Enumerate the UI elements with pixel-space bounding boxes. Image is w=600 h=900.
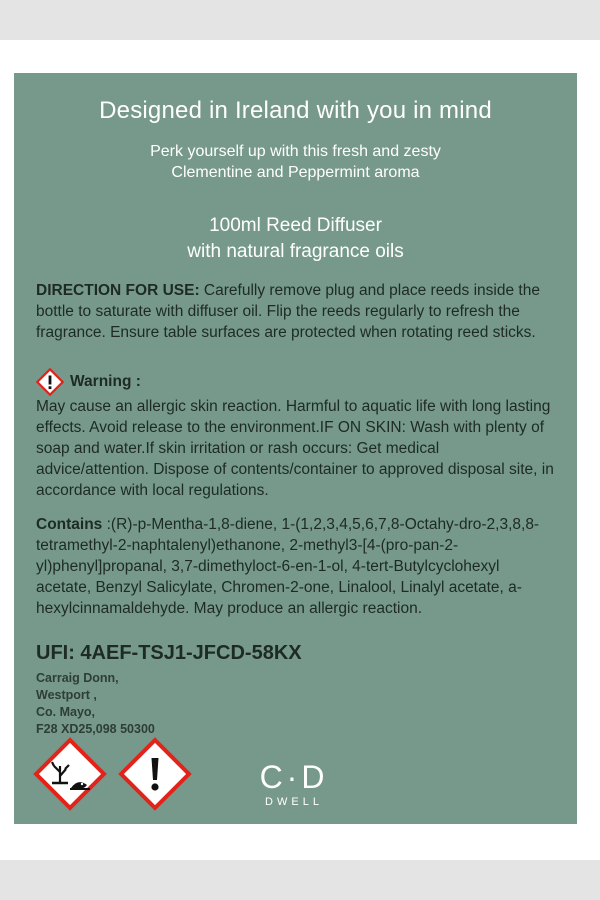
- warning-heading-row: [36, 369, 141, 395]
- tagline: Designed in Ireland with you in mind: [99, 97, 492, 124]
- exclamation-diamond-icon: [36, 368, 64, 396]
- contains-heading: Contains: [36, 516, 103, 533]
- address-line-2: Westport ,: [36, 688, 97, 702]
- environment-hazard-icon: [32, 736, 108, 812]
- product-line-2: with natural fragrance oils: [187, 241, 404, 262]
- aroma-line-2: Clementine and Peppermint aroma: [171, 164, 420, 181]
- ufi-code: UFI: 4AEF-TSJ1-JFCD-58KX: [36, 642, 302, 664]
- product-label: [14, 73, 577, 824]
- warning-text: May cause an allergic skin reaction. Harmful to aquatic life with long lasting effects. Avoid release to the environment.IF ON SKIN: Wash with plenty of soap and water.If skin irritation or rash occurs: Get medical advice/attention. Dispose of contents/container to approved disposal site, in accordance with local regulations.: [36, 398, 554, 499]
- product-line-1: 100ml Reed Diffuser: [209, 215, 382, 236]
- directions-heading: DIRECTION FOR USE:: [36, 282, 200, 299]
- address-line-1: Carraig Donn,: [36, 671, 119, 685]
- contains-text: :(R)-p-Mentha-1,8-diene, 1-(1,2,3,4,5,6,7,8-Octahy-dro-2,3,8,8-tetramethyl-2-naphtalenyl)ethanone, 2-methyl3-[4-(pro-pan-2-yl)phenyl]propanal, 3,7-dimethyloct-6-en-1-ol, 4-tert-Butylcyclohexyl acetate, Benzyl Salicylate, Chromen-2-one, Linalool, Linalyl acetate, a-hexylcinnamaldehyde. May produce an allergic reaction.: [36, 516, 540, 617]
- contains-paragraph: [36, 514, 556, 619]
- dwell-logo: [249, 760, 339, 808]
- directions-text: Carefully remove plug and place reeds inside the bottle to saturate with diffuser oil. Flip the reeds regularly to refresh the fragrance. Ensure table surfaces are protected when rotating reed sticks.: [36, 282, 540, 341]
- logo-mark: C·D: [259, 759, 329, 795]
- exclamation-hazard-icon: [117, 736, 193, 812]
- aroma-line-1: Perk yourself up with this fresh and zesty: [150, 143, 441, 160]
- address-line-4: F28 XD25,098 50300: [36, 722, 155, 736]
- address-block: [36, 670, 155, 738]
- address-line-3: Co. Mayo,: [36, 705, 96, 719]
- warning-heading: Warning :: [70, 373, 141, 390]
- directions-paragraph: [36, 280, 556, 343]
- logo-brand: DWELL: [265, 796, 323, 808]
